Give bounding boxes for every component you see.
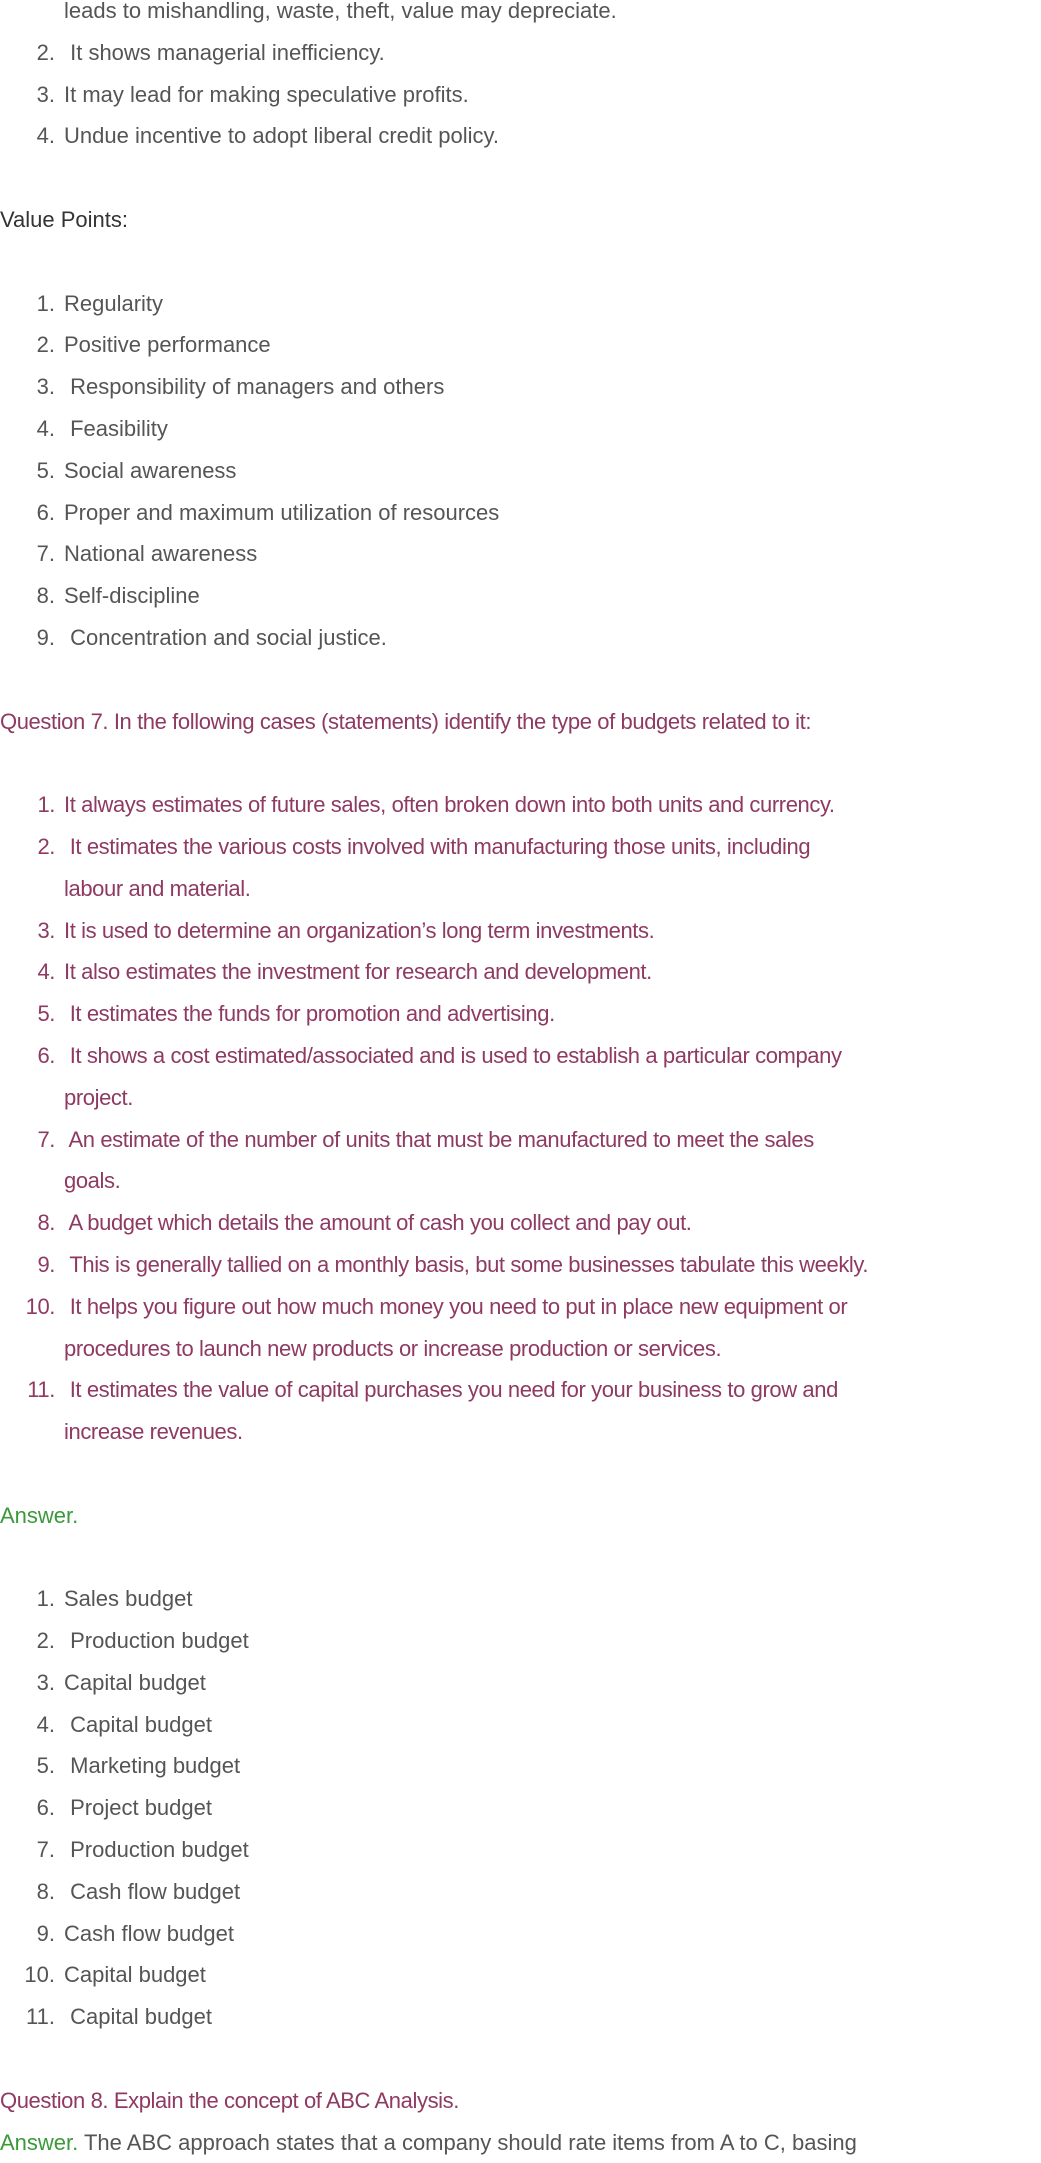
list-item-text: Cash flow budget — [64, 1878, 241, 1904]
answer-text: The ABC approach states that a company should rate items from A to C, basing — [78, 2129, 857, 2155]
list-item-text: Capital budget — [64, 2004, 212, 2030]
list-number: 11. — [27, 1377, 55, 1403]
list-number: 5. — [36, 1753, 55, 1779]
list-item-text: A budget which details the amount of cash you collect and pay out. — [64, 1210, 692, 1236]
list-item — [0, 1244, 1041, 1286]
list-item-text: goals. — [64, 1168, 121, 1194]
question-8-heading — [0, 2080, 1041, 2122]
list-item — [0, 826, 1041, 868]
list-item — [0, 1202, 1041, 1244]
list-item-text: Capital budget — [64, 1669, 206, 1695]
list-item-text: Capital budget — [64, 1711, 212, 1737]
question-8-text: Question 8. Explain the concept of ABC Analysis. — [0, 2087, 459, 2113]
list-item-text: project. — [64, 1084, 133, 1110]
list-item-text: This is generally tallied on a monthly basis, but some businesses tabulate this weekly. — [64, 1251, 869, 1277]
list-number: 2. — [37, 833, 55, 859]
list-number: 6. — [37, 1042, 55, 1068]
list-number: 7. — [36, 1837, 55, 1863]
list-number: 8. — [36, 1878, 55, 1904]
answer-label: Answer. — [0, 2129, 79, 2155]
list-item — [0, 1704, 1041, 1746]
list-item — [0, 1829, 1041, 1871]
list-item-text: It estimates the funds for promotion and advertising. — [64, 1001, 555, 1027]
list-item — [0, 617, 1041, 659]
question-7-text: Question 7. In the following cases (statements) identify the type of budgets related to it: — [0, 708, 812, 734]
list-item — [0, 868, 1041, 910]
question-7-answer-label — [0, 1495, 1041, 1537]
list-item-text: It may lead for making speculative profits. — [64, 81, 469, 107]
list-item-text: Cash flow budget — [64, 1920, 234, 1946]
value-points-list — [0, 283, 1041, 659]
list-number: 11. — [26, 2004, 55, 2030]
list-item — [0, 993, 1041, 1035]
list-item — [0, 1745, 1041, 1787]
value-points-heading — [0, 199, 1041, 241]
list-number: 9. — [37, 1251, 55, 1277]
list-number: 4. — [36, 123, 55, 149]
list-item-text: Marketing budget — [64, 1753, 241, 1779]
list-number: 7. — [36, 541, 55, 567]
list-item — [0, 283, 1041, 325]
list-item-text: leads to mishandling, waste, theft, value may depreciate. — [64, 0, 617, 23]
list-item — [0, 1411, 1041, 1453]
list-item-text: National awareness — [64, 541, 258, 567]
list-item-text: Production budget — [64, 1628, 249, 1654]
list-item — [0, 1119, 1041, 1161]
list-number: 3. — [36, 1669, 55, 1695]
list-item-text: An estimate of the number of units that must be manufactured to meet the sales — [64, 1126, 814, 1152]
list-number: 7. — [37, 1126, 55, 1152]
list-item — [0, 450, 1041, 492]
list-item-text: Sales budget — [64, 1586, 193, 1612]
list-item — [0, 1996, 1041, 2038]
list-item — [0, 784, 1041, 826]
list-item — [0, 1620, 1041, 1662]
list-number: 8. — [36, 583, 55, 609]
list-number: 4. — [36, 415, 55, 441]
list-item — [0, 1077, 1041, 1119]
list-number: 10. — [24, 1962, 55, 1988]
list-item — [0, 408, 1041, 450]
list-item — [0, 951, 1041, 993]
list-item — [0, 1160, 1041, 1202]
list-item — [0, 1913, 1041, 1955]
list-item — [0, 1578, 1041, 1620]
question-7-heading — [0, 701, 1041, 743]
question-7-statements — [0, 784, 1041, 1453]
list-item-text: Responsibility of managers and others — [64, 374, 445, 400]
list-number: 4. — [37, 959, 55, 985]
list-item-text: Positive performance — [64, 332, 271, 358]
list-item-text: Proper and maximum utilization of resources — [64, 499, 500, 525]
list-item-text: Self-discipline — [64, 583, 200, 609]
list-item — [0, 533, 1041, 575]
answer-label: Answer. — [0, 1502, 79, 1528]
list-item-text: It helps you figure out how much money you need to put in place new equipment or — [64, 1293, 848, 1319]
list-number: 6. — [36, 499, 55, 525]
list-item — [0, 1035, 1041, 1077]
list-item-text: increase revenues. — [64, 1419, 243, 1445]
list-number: 9. — [36, 1920, 55, 1946]
list-number: 3. — [36, 374, 55, 400]
question-8-answer — [0, 2122, 1041, 2163]
list-item-text: Undue incentive to adopt liberal credit policy. — [64, 123, 499, 149]
list-number: 2. — [36, 1628, 55, 1654]
list-item-text: It always estimates of future sales, often broken down into both units and currency. — [64, 792, 835, 818]
list-item — [0, 1954, 1041, 1996]
top-list — [0, 0, 1041, 157]
list-number: 5. — [36, 457, 55, 483]
list-item — [0, 0, 1041, 32]
list-number: 2. — [36, 332, 55, 358]
list-item-text: Feasibility — [64, 415, 168, 441]
list-item-text: Project budget — [64, 1795, 212, 1821]
value-points-heading-text: Value Points: — [0, 206, 129, 232]
list-item-text: It is used to determine an organization’s long term investments. — [64, 917, 655, 943]
list-number: 2. — [36, 39, 55, 65]
question-7-answers — [0, 1578, 1041, 2038]
list-item-text: labour and material. — [64, 875, 251, 901]
list-number: 1. — [36, 1586, 55, 1612]
list-item — [0, 910, 1041, 952]
list-number: 9. — [36, 624, 55, 650]
list-item-text: Production budget — [64, 1837, 249, 1863]
list-number: 3. — [37, 917, 55, 943]
list-item — [0, 74, 1041, 116]
list-number: 8. — [37, 1210, 55, 1236]
list-number: 1. — [36, 290, 55, 316]
list-item — [0, 492, 1041, 534]
list-item — [0, 324, 1041, 366]
list-item-text: Regularity — [64, 290, 164, 316]
list-item-text: It estimates the various costs involved with manufacturing those units, including — [64, 833, 811, 859]
list-item-text: It shows a cost estimated/associated and is used to establish a particular company — [64, 1042, 842, 1068]
list-item — [0, 32, 1041, 74]
list-item-text: procedures to launch new products or increase production or services. — [64, 1335, 722, 1361]
list-item — [0, 1286, 1041, 1328]
list-number: 10. — [25, 1293, 55, 1319]
list-number: 6. — [36, 1795, 55, 1821]
list-item — [0, 1871, 1041, 1913]
list-number: 5. — [37, 1001, 55, 1027]
list-item-text: Social awareness — [64, 457, 237, 483]
list-item-text: It also estimates the investment for research and development. — [64, 959, 652, 985]
list-item-text: Concentration and social justice. — [64, 624, 387, 650]
list-number: 3. — [36, 81, 55, 107]
list-item — [0, 1787, 1041, 1829]
list-item — [0, 115, 1041, 157]
list-item — [0, 1662, 1041, 1704]
list-item — [0, 1369, 1041, 1411]
list-number: 4. — [36, 1711, 55, 1737]
list-item-text: It estimates the value of capital purchases you need for your business to grow and — [64, 1377, 838, 1403]
list-item — [0, 366, 1041, 408]
list-item-text: Capital budget — [64, 1962, 206, 1988]
list-number: 1. — [37, 792, 55, 818]
list-item-text: It shows managerial inefficiency. — [64, 39, 385, 65]
list-item — [0, 575, 1041, 617]
list-item — [0, 1328, 1041, 1370]
